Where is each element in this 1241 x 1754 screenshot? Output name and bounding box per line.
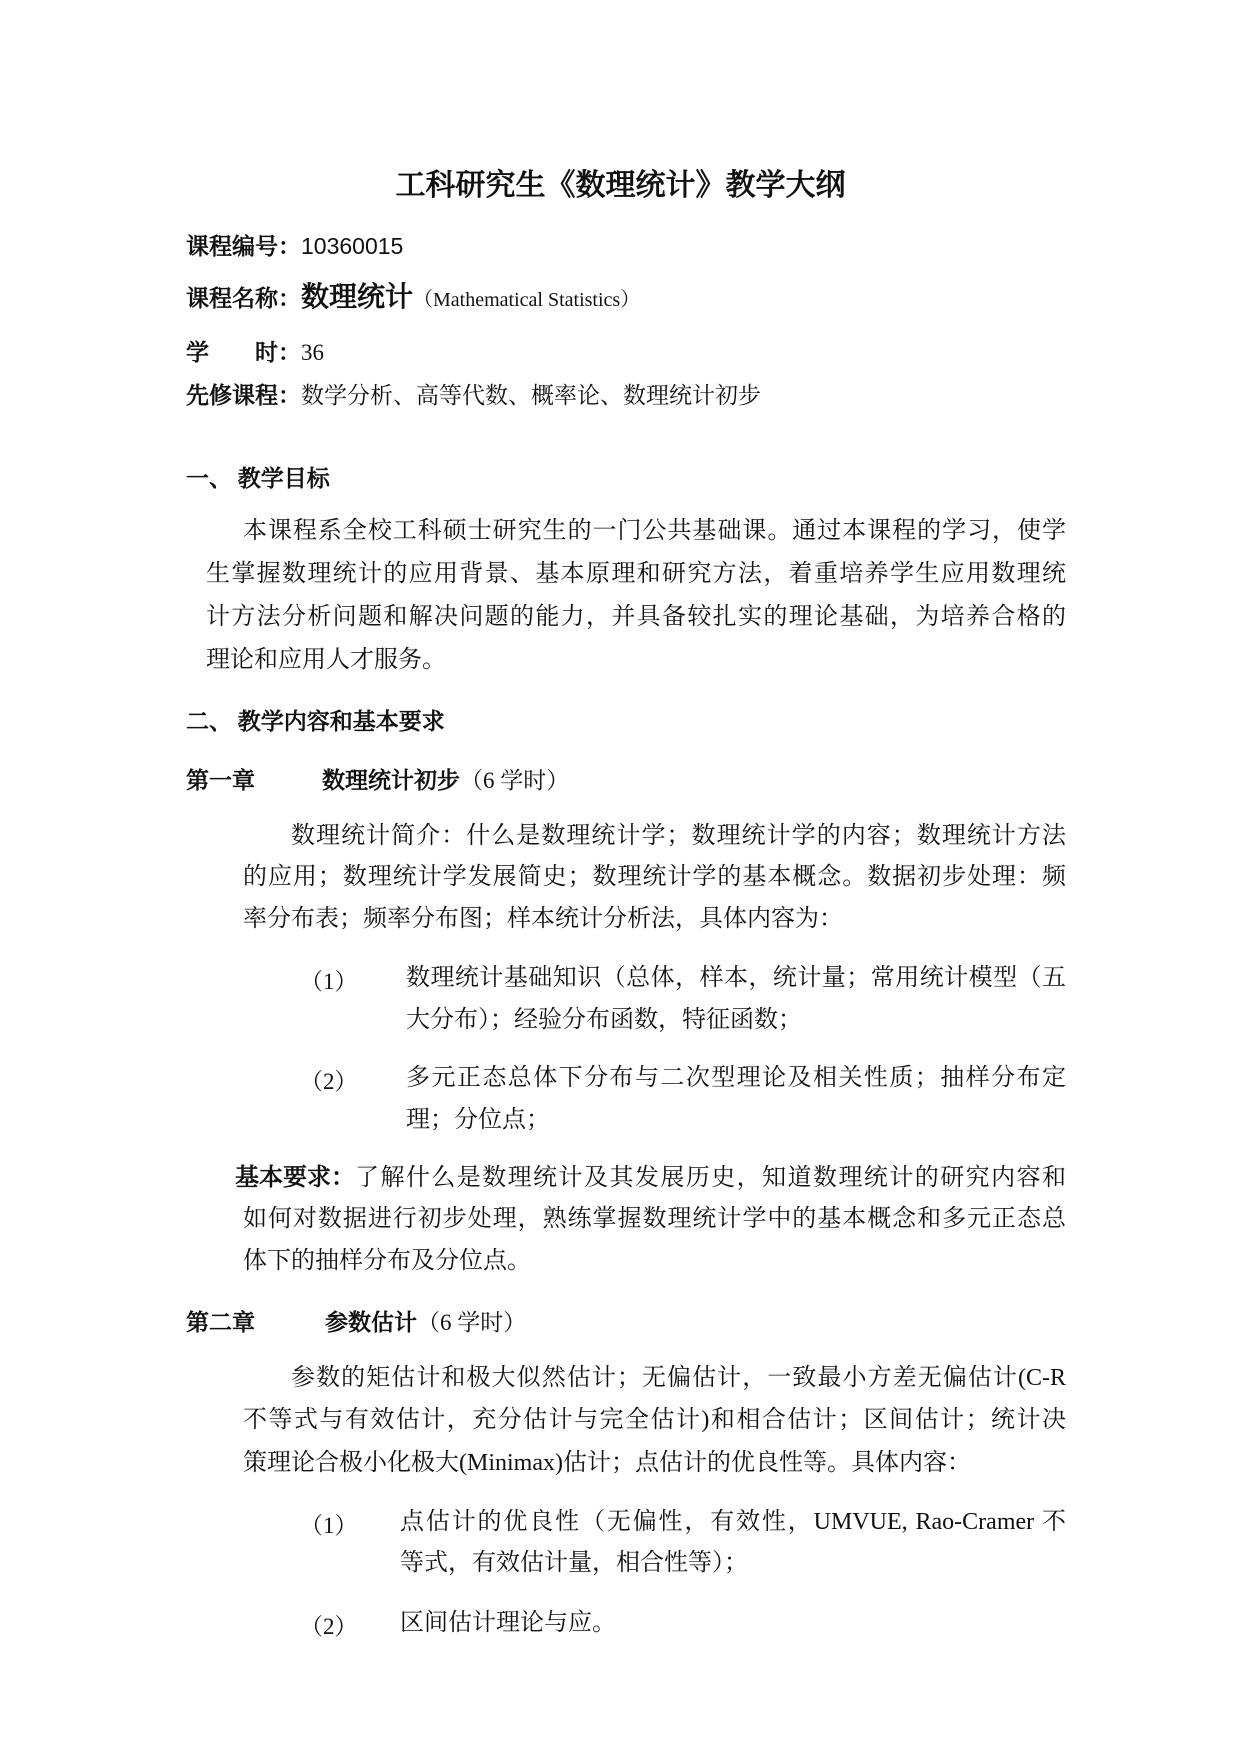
- paragraph-line: 了解什么是数理统计及其发展历史，知道数理统计的研究内容和: [355, 1165, 1066, 1191]
- list-number: （1）: [300, 969, 358, 994]
- section-1-heading: 一、 教学目标: [186, 466, 330, 491]
- course-code-value: 10360015: [301, 233, 404, 259]
- list-item-line: 区间估计理论与应。: [400, 1610, 616, 1636]
- list-number: （1）: [300, 1513, 358, 1538]
- chapter-hours: （6 学时）: [417, 1310, 527, 1335]
- paragraph-line: 本课程系全校工科硕士研究生的一门公共基础课。通过本课程的学习，使学: [243, 518, 1066, 544]
- chapter-title: 参数估计: [325, 1310, 417, 1335]
- paragraph-line: 理论和应用人才服务。: [206, 647, 446, 673]
- course-hours-label: 学 时：: [186, 340, 301, 365]
- list-item-line: 点估计的优良性（无偏性，有效性，UMVUE, Rao-Cramer 不: [400, 1509, 1066, 1535]
- paragraph-line: 数理统计简介：什么是数理统计学；数理统计学的内容；数理统计方法: [291, 823, 1066, 849]
- requirements-label: 基本要求：: [235, 1165, 355, 1191]
- chapter-hours: （6 学时）: [460, 768, 570, 793]
- paragraph-line: 策理论合极小化极大(Minimax)估计；点估计的优良性等。具体内容：: [243, 1450, 971, 1476]
- paragraph-line: 不等式与有效估计，充分估计与完全估计)和相合估计；区间估计；统计决: [243, 1407, 1066, 1433]
- prerequisites: [186, 377, 761, 410]
- course-name-english: （Mathematical Statistics）: [413, 289, 641, 311]
- paragraph-line: 参数的矩估计和极大似然估计；无偏估计，一致最小方差无偏估计(C-R: [291, 1365, 1066, 1391]
- paragraph-line: 生掌握数理统计的应用背景、基本原理和研究方法，着重培养学生应用数理统: [206, 561, 1066, 587]
- course-name-label: 课程名称：: [186, 286, 301, 311]
- course-name-value: 数理统计: [301, 282, 414, 313]
- basic-requirements: [235, 1163, 1066, 1193]
- list-item-line: 等式，有效估计量，相合性等）；: [400, 1550, 748, 1576]
- paragraph-line: 率分布表；频率分布图；样本统计分析法，具体内容为：: [243, 906, 843, 932]
- paragraph-line: 的应用；数理统计学发展简史；数理统计学的基本概念。数据初步处理：频: [243, 864, 1066, 890]
- paragraph-line: 体下的抽样分布及分位点。: [243, 1248, 531, 1274]
- chapter-label: 第二章: [186, 1310, 255, 1335]
- list-item-line: 理；分位点；: [406, 1107, 550, 1133]
- list-number: （2）: [300, 1069, 358, 1094]
- list-item-line: 多元正态总体下分布与二次型理论及相关性质；抽样分布定: [406, 1065, 1066, 1091]
- section-2-heading: 二、 教学内容和基本要求: [186, 709, 445, 734]
- chapter-title: 数理统计初步: [322, 768, 460, 793]
- prerequisites-value: 数学分析、高等代数、概率论、数理统计初步: [301, 383, 761, 408]
- chapter-label: 第一章: [186, 768, 255, 793]
- list-number: （2）: [300, 1614, 358, 1639]
- paragraph-line: 如何对数据进行初步处理，熟练掌握数理统计学中的基本概念和多元正态总: [243, 1206, 1066, 1232]
- prerequisites-label: 先修课程：: [186, 383, 301, 408]
- course-name: [186, 275, 640, 315]
- paragraph-line: 计方法分析问题和解决问题的能力，并具备较扎实的理论基础，为培养合格的: [206, 604, 1066, 630]
- course-hours-value: 36: [301, 340, 324, 365]
- document-title: 工科研究生《数理统计》教学大纲: [395, 169, 846, 202]
- chapter-2-heading: [186, 1304, 526, 1337]
- list-item-line: 数理统计基础知识（总体，样本，统计量；常用统计模型（五: [406, 965, 1066, 991]
- course-code: [186, 228, 403, 261]
- course-hours: [186, 334, 324, 367]
- list-item-line: 大分布）；经验分布函数，特征函数；: [406, 1007, 802, 1033]
- course-code-label: 课程编号：: [186, 234, 301, 259]
- chapter-1-heading: [186, 762, 569, 795]
